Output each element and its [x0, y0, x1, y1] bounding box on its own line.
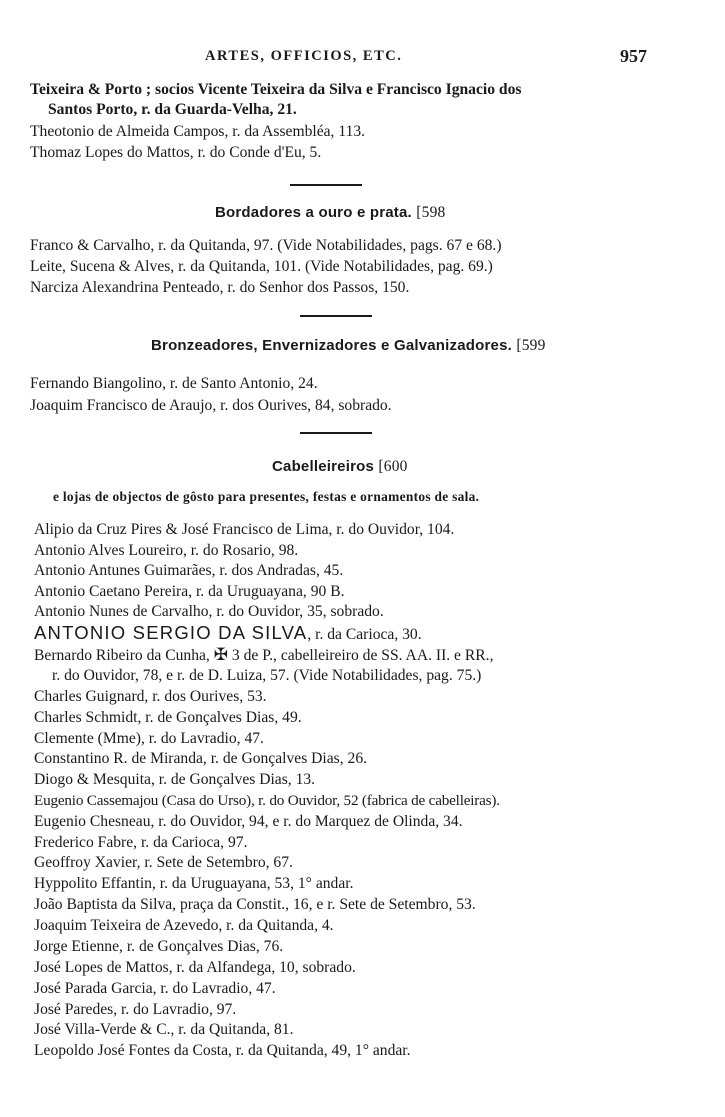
list-item: Antonio Nunes de Carvalho, r. do Ouvidor, 35, sobrado.: [34, 603, 384, 620]
list-item: Theotonio de Almeida Campos, r. da Assembléa, 113.: [30, 123, 366, 140]
section-divider: [300, 432, 372, 434]
list-item: Geoffroy Xavier, r. Sete de Setembro, 67.: [34, 854, 293, 871]
list-item: Jorge Etienne, r. de Gonçalves Dias, 76.: [34, 938, 284, 955]
featured-name: ANTONIO SERGIO DA SILVA: [34, 622, 308, 643]
list-item: José Parada Garcia, r. do Lavradio, 47.: [34, 980, 276, 997]
list-item: Frederico Fabre, r. da Carioca, 97.: [34, 834, 248, 851]
list-item-featured: [34, 623, 422, 645]
entry-name: Bernardo Ribeiro da Cunha,: [34, 647, 210, 664]
list-item: Antonio Caetano Pereira, r. da Uruguayana, 90 B.: [34, 583, 345, 600]
list-item: Joaquim Francisco de Araujo, r. dos Ourives, 84, sobrado.: [30, 397, 392, 414]
list-item: Eugenio Cassemajou (Casa do Urso), r. do Ouvidor, 52 (fabrica de cabelleiras).: [34, 792, 500, 809]
list-item: José Villa-Verde & C., r. da Quitanda, 81.: [34, 1021, 294, 1038]
list-item: Alipio da Cruz Pires & José Francisco de Lima, r. do Ouvidor, 104.: [34, 521, 455, 538]
page-header: [0, 48, 725, 70]
running-title: ARTES, OFFICIOS, ETC.: [205, 48, 403, 64]
cross-icon: ✠: [213, 645, 228, 664]
list-item: Eugenio Chesneau, r. do Ouvidor, 94, e r. do Marquez de Olinda, 34.: [34, 813, 463, 830]
list-item: Narciza Alexandrina Penteado, r. do Senhor dos Passos, 150.: [30, 279, 410, 296]
list-item: Leopoldo José Fontes da Costa, r. da Quitanda, 49, 1° andar.: [34, 1042, 411, 1059]
section-title-text: Cabelleireiros: [272, 458, 375, 475]
page-number: 957: [620, 46, 647, 66]
list-item: Santos Porto, r. da Guarda-Velha, 21.: [48, 101, 297, 118]
list-item: Antonio Alves Loureiro, r. do Rosario, 98.: [34, 542, 299, 559]
list-item: Charles Schmidt, r. de Gonçalves Dias, 49.: [34, 709, 302, 726]
section-title-text: Bronzeadores, Envernizadores e Galvanizadores.: [151, 337, 512, 354]
section-title-text: Bordadores a ouro e prata.: [215, 204, 412, 221]
featured-address: , r. da Carioca, 30.: [307, 626, 422, 643]
list-item: Clemente (Mme), r. do Lavradio, 47.: [34, 730, 264, 747]
section-number: [598: [416, 204, 446, 221]
list-item: Diogo & Mesquita, r. de Gonçalves Dias, 13.: [34, 771, 316, 788]
section-number: [599: [516, 337, 546, 354]
list-item: Leite, Sucena & Alves, r. da Quitanda, 101. (Vide Notabilidades, pag. 69.): [30, 258, 493, 275]
list-item: Constantino R. de Miranda, r. de Gonçalves Dias, 26.: [34, 750, 368, 767]
entry-detail: 3 de P., cabelleireiro de SS. AA. II. e RR.,: [231, 647, 494, 664]
list-item: Fernando Biangolino, r. de Santo Antonio, 24.: [30, 375, 318, 392]
section-subtitle: e lojas de objectos de gôsto para presentes, festas e ornamentos de sala.: [53, 489, 480, 504]
section-heading-bordadores: [215, 204, 446, 222]
list-item: Franco & Carvalho, r. da Quitanda, 97. (Vide Notabilidades, pags. 67 e 68.): [30, 237, 502, 254]
list-item: João Baptista da Silva, praça da Constit., 16, e r. Sete de Setembro, 53.: [34, 896, 476, 913]
list-item: José Lopes de Mattos, r. da Alfandega, 10, sobrado.: [34, 959, 356, 976]
list-item-continuation: r. do Ouvidor, 78, e r. de D. Luiza, 57. (Vide Notabilidades, pag. 75.): [52, 667, 482, 684]
section-heading-bronzeadores: [151, 337, 546, 355]
list-item: Hyppolito Effantin, r. da Uruguayana, 53, 1° andar.: [34, 875, 354, 892]
list-item: Antonio Antunes Guimarães, r. dos Andradas, 45.: [34, 562, 344, 579]
section-divider: [300, 315, 372, 317]
section-number: [600: [378, 458, 408, 475]
section-heading-cabelleireiros: [272, 458, 408, 476]
list-item: Joaquim Teixeira de Azevedo, r. da Quitanda, 4.: [34, 917, 334, 934]
list-item: [34, 646, 493, 666]
list-item: Thomaz Lopes do Mattos, r. do Conde d'Eu, 5.: [30, 144, 322, 161]
list-item: Teixeira & Porto ; socios Vicente Teixeira da Silva e Francisco Ignacio dos: [30, 81, 522, 98]
list-item: Charles Guignard, r. dos Ourives, 53.: [34, 688, 267, 705]
list-item: José Paredes, r. do Lavradio, 97.: [34, 1001, 237, 1018]
section-divider: [290, 184, 362, 186]
